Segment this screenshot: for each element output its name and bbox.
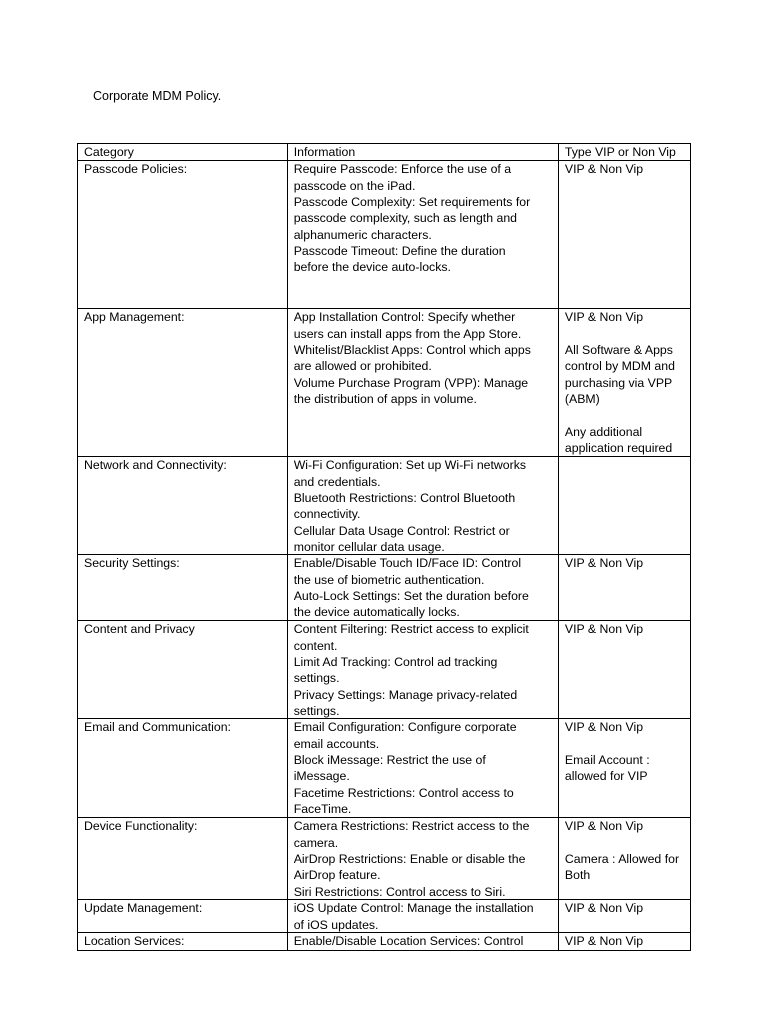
type-line: (ABM) [564,392,600,407]
information-line: iOS Update Control: Manage the installation [293,901,534,916]
category-cell [78,555,288,621]
type-cell [558,457,690,555]
type-line: control by MDM and [564,359,675,374]
type-line: application required [564,441,673,456]
type-line: VIP & Non Vip [564,622,644,637]
information-line: before the device auto-locks. [293,260,451,275]
information-line: Enable/Disable Touch ID/Face ID: Control [293,556,522,571]
information-line: AirDrop Restrictions: Enable or disable the [293,852,526,867]
information-line: the device automatically locks. [293,605,460,620]
type-line: VIP & Non Vip [564,310,644,325]
information-line: Passcode Complexity: Set requirements for [293,195,531,210]
information-line: settings. [293,704,340,719]
type-cell [558,161,690,309]
information-line: Bluetooth Restrictions: Control Bluetooth [293,491,516,506]
information-line: Siri Restrictions: Control access to Siri. [293,884,506,899]
information-line: Auto-Lock Settings: Set the duration before [293,589,529,604]
information-line: Cellular Data Usage Control: Restrict or [293,523,510,538]
type-cell [558,555,690,621]
information-line: FaceTime. [293,802,352,817]
category-cell [78,818,288,900]
table-header-row [78,144,691,161]
information-line: Passcode Timeout: Define the duration [293,244,506,259]
table-row [78,309,691,457]
category-text: Email and Communication: [84,720,231,735]
type-line: Both [564,868,591,883]
category-cell [78,621,288,719]
type-line: VIP & Non Vip [564,901,644,916]
type-line: Camera : Allowed for [564,852,680,867]
category-text: Location Services: [84,934,185,949]
table-row [78,818,691,900]
information-line: connectivity. [293,507,361,522]
category-text: Update Management: [84,901,203,916]
information-cell [287,555,558,621]
type-cell [558,309,690,457]
information-line: are allowed or prohibited. [293,359,432,374]
category-text: App Management: [84,310,185,325]
information-line: Facetime Restrictions: Control access to [293,785,514,800]
category-cell [78,161,288,309]
type-line: allowed for VIP [564,769,648,784]
type-line: VIP & Non Vip [564,934,644,949]
information-line: App Installation Control: Specify whether [293,310,516,325]
information-cell [287,161,558,309]
type-line: VIP & Non Vip [564,720,644,735]
header-category: Category [78,144,288,161]
information-line: of iOS updates. [293,917,379,932]
information-line: camera. [293,835,339,850]
type-line: Email Account : [564,753,650,768]
information-line: users can install apps from the App Store. [293,326,522,341]
information-line: Limit Ad Tracking: Control ad tracking [293,655,498,670]
category-cell [78,933,288,950]
information-line: AirDrop feature. [293,868,381,883]
type-line: Any additional [564,424,643,439]
type-cell [558,719,690,818]
category-cell [78,719,288,818]
information-line: the use of biometric authentication. [293,572,485,587]
category-cell [78,457,288,555]
category-text: Security Settings: [84,556,180,571]
information-line: Content Filtering: Restrict access to explicit [293,622,529,637]
table-row [78,719,691,818]
information-cell [287,719,558,818]
information-cell [287,818,558,900]
type-cell [558,900,690,933]
information-line: passcode on the iPad. [293,178,416,193]
table-row [78,161,691,309]
type-cell [558,933,690,950]
type-cell [558,621,690,719]
information-line: email accounts. [293,736,380,751]
type-spacer [565,326,684,342]
information-cell [287,900,558,933]
information-cell [287,457,558,555]
type-spacer [565,835,684,851]
header-information: Information [287,144,558,161]
information-line: Email Configuration: Configure corporate [293,720,517,735]
information-cell [287,933,558,950]
information-line: Block iMessage: Restrict the use of [293,753,486,768]
information-line: Enable/Disable Location Services: Control [293,934,524,949]
table-row [78,933,691,950]
information-line: Whitelist/Blacklist Apps: Control which apps [293,343,531,358]
information-line: passcode complexity, such as length and [293,211,517,226]
information-line: Wi-Fi Configuration: Set up Wi-Fi networks [293,458,527,473]
category-text: Passcode Policies: [84,162,188,177]
type-spacer [565,736,684,752]
information-line: the distribution of apps in volume. [293,392,477,407]
type-line: VIP & Non Vip [564,819,644,834]
document-title: Corporate MDM Policy. [93,89,222,103]
information-line: alphanumeric characters. [293,227,432,242]
information-line: settings. [293,671,340,686]
information-line: Require Passcode: Enforce the use of a [293,162,512,177]
category-cell [78,900,288,933]
information-cell [287,621,558,719]
information-line: iMessage. [293,769,350,784]
information-line: content. [293,638,338,653]
information-line: Volume Purchase Program (VPP): Manage [293,375,529,390]
type-line: All Software & Apps [564,343,673,358]
table-row [78,621,691,719]
type-cell [558,818,690,900]
type-line: purchasing via VPP [564,375,673,390]
type-line: VIP & Non Vip [564,162,644,177]
table-row [78,555,691,621]
information-line: Privacy Settings: Manage privacy-related [293,687,518,702]
header-type: Type VIP or Non Vip [558,144,690,161]
information-line: monitor cellular data usage. [293,540,445,555]
information-line: Camera Restrictions: Restrict access to the [293,819,530,834]
category-text: Device Functionality: [84,819,198,834]
type-spacer [565,407,684,423]
table-row [78,900,691,933]
information-line: and credentials. [293,474,381,489]
category-text: Content and Privacy [84,622,195,637]
policy-table [77,143,691,951]
table-row [78,457,691,555]
type-line: VIP & Non Vip [564,556,644,571]
category-text: Network and Connectivity: [84,458,227,473]
category-cell [78,309,288,457]
information-cell [287,309,558,457]
